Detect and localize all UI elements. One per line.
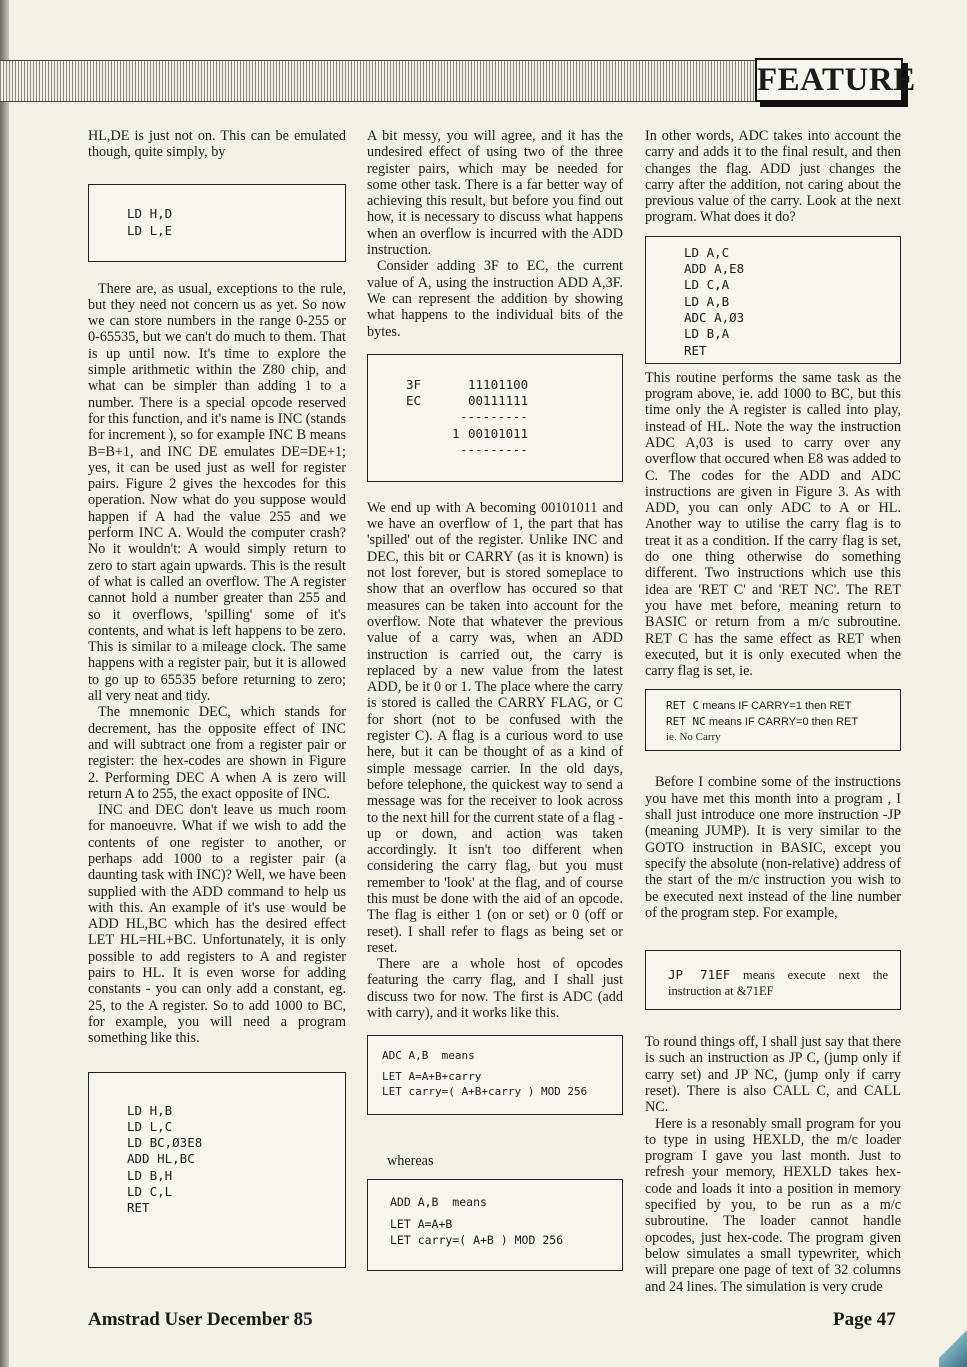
jp-example-box bbox=[645, 950, 901, 1010]
addition-rule: --------- bbox=[460, 409, 528, 425]
code-line: LD L,C bbox=[127, 1118, 173, 1134]
column-1 bbox=[88, 128, 346, 1268]
paragraph: Consider adding 3F to EC, the current value of A, using the instruction ADD A,3F. We can represent the addition by showing what happens to the individual bits of the bytes. bbox=[367, 258, 623, 340]
ret-line bbox=[666, 698, 900, 714]
code-line: LD C,A bbox=[684, 277, 730, 293]
code-line: ADD HL,BC bbox=[127, 1151, 195, 1167]
add-definition-box bbox=[367, 1179, 623, 1271]
paragraph: There are, as usual, exceptions to the rule, but they need not concern us as yet. So now we can store numbers in the range 0-255 or 0-65535, but we can't do much to them. That is up until now. It's time to explore the simple arithmetic within the Z80 chip, and what can be simpler than adding 1 to a number. There is a special opcode reserved for this function, and it's name is INC (stands for increment ), so for example INC B means B=B+1, and INC DE emulates DE=DE+1; yes, it can be used just as well for register pairs. Figure 2 gives the hexcodes for this operation. Now what do you suppose would happen if A had the value 255 and we perform INC A. Would the computer crash? No it wouldn't: A would simply return to zero to start again upwards. This is the result of what is called an overflow. The A register cannot hold a number greater than 255 and so it overflows, 'spilling' some of it's contents, and what is left happens to be zero. This is similar to a mileage clock. The same happens with a register pair, but it is allowed to go up to 65535 before returning to zero; all very neat and tidy. bbox=[88, 280, 346, 705]
code-line: ADD A,E8 bbox=[684, 261, 745, 277]
ret-condition-box bbox=[645, 689, 901, 751]
paragraph: Before I combine some of the instructions you have met this month into a program , I shall just introduce one more instruction -JP (meaning JUMP). It is very similar to the GOTO instruction in BASIC, except you specify the absolute (non-relative) address of the start of the m/c instruction you wish to be executed next instead of the line number of the program step. For example, bbox=[645, 774, 901, 921]
paragraph: HL,DE is just not on. This can be emulated though, quite simply, by bbox=[88, 128, 346, 161]
page-number: Page 47 bbox=[833, 1309, 896, 1330]
code-line: LD B,A bbox=[684, 326, 730, 342]
code-explanation: means IF CARRY=1 then RET bbox=[702, 700, 852, 713]
code-line: LD A,C bbox=[684, 244, 730, 260]
whereas-text: whereas bbox=[387, 1153, 434, 1170]
ret-line bbox=[666, 714, 900, 730]
ret-line: ie. No Carry bbox=[666, 731, 721, 744]
code-line: ADC A,B means bbox=[382, 1049, 475, 1063]
paragraph: There are a whole host of opcodes featuring the carry flag, and I shall just discuss two for now. The first is ADC (add with carry), and it works like this. bbox=[367, 956, 623, 1022]
code-line: LET A=A+B bbox=[390, 1216, 453, 1231]
code-line: RET bbox=[127, 1200, 150, 1216]
code-line: ADC A,Ø3 bbox=[684, 309, 745, 325]
code-token: RET NC bbox=[666, 715, 706, 729]
paragraph: In other words, ADC takes into account the carry and adds it to the final result, and then changes the flag. ADD just changes the carry after the addition, not caring about the previous value of the carry. Look at the next program. What does it do? bbox=[645, 128, 901, 226]
code-line: LD A,B bbox=[684, 293, 730, 309]
code-box bbox=[88, 184, 346, 262]
code-box bbox=[645, 236, 901, 364]
paragraph: We end up with A becoming 00101011 and we have an overflow of 1, the part that has 'spilled' out of the register. Unlike INC and DEC, this bit or CARRY (as it is known) is not lost forever, but is stored someplace to show that an overflow has occured so that measures can be taken into account for the overflow. Note that whatever the previous value of a carry was, when an ADD instruction is carried out, the carry is replaced by a new value from the latest ADD, be it 0 or 1. The place where the carry is stored is called the CARRY FLAG, or C for short (not to be confused with the register C). A flag is a curious word to use here, but it can be thought of as a kind of simple message carrier. In the old days, before telephone, the quickest way to send a message was for the receiver to look across to the next hill for the current state of a flag - up or down, and action was taken accordingly. It isn't too different when considering the carry flag, but you must remember to 'look' at the flag, and of course this must be done with the aid of an opcode. The flag is either 1 (on or set) or 0 (off or reset). I shall refer to flags as being set or reset. bbox=[367, 499, 623, 956]
code-line: ADD A,B means bbox=[390, 1194, 487, 1209]
page-corner-decoration bbox=[939, 1327, 967, 1367]
code-line: LET A=A+B+carry bbox=[382, 1070, 482, 1084]
adc-definition-box bbox=[367, 1035, 623, 1115]
addition-row bbox=[406, 393, 622, 409]
result-bits: 00101011 bbox=[468, 425, 529, 441]
code-line: LET carry=( A+B ) MOD 256 bbox=[390, 1232, 564, 1247]
paragraph: To round things off, I shall just say that there is such an instruction as JP C, (jump only if carry set) and JP NC, (jump only if carry reset). There is also CALL C, and CALL NC. bbox=[645, 1034, 901, 1116]
row-bits: 11101100 bbox=[468, 376, 529, 392]
addition-rule: --------- bbox=[460, 442, 528, 458]
code-token: JP 71EF bbox=[668, 967, 731, 983]
code-line: LD BC,Ø3E8 bbox=[127, 1135, 203, 1151]
code-token: RET C bbox=[666, 699, 700, 713]
column-2 bbox=[367, 128, 623, 1271]
binding-edge bbox=[0, 0, 9, 1367]
code-line: LD H,B bbox=[127, 1102, 173, 1118]
paragraph: This routine performs the same task as the program above, ie. add 1000 to BC, but this time only the A register is called into play, instead of HL. Note the way the instruction ADC A,03 is used to carry over any overflow that occured when E8 was added to C. The codes for the ADD and ADC instructions are given in Figure 3. As with ADD, you can only ADC to A or HL. Another way to utilise the carry flag is to treat it as a condition. If the carry flag is set, do one thing otherwise do something different. Two instructions which use this idea are 'RET C' and 'RET NC'. The RET you have met before, meaning return to BASIC or return from a m/c subroutine. RET C has the same effect as RET when executed, but it is only executed when the carry flag is set, ie. bbox=[645, 369, 901, 680]
section-label: FEATURE bbox=[755, 58, 903, 102]
code-line: LD L,E bbox=[127, 222, 173, 238]
row-label: EC bbox=[406, 393, 422, 409]
code-line: LET carry=( A+B+carry ) MOD 256 bbox=[382, 1085, 588, 1099]
code-line: LD B,H bbox=[127, 1167, 173, 1183]
carry-bit: 1 bbox=[452, 425, 460, 441]
header-hatch-bar bbox=[0, 60, 760, 102]
code-box bbox=[88, 1072, 346, 1268]
code-line: LD H,D bbox=[127, 206, 173, 222]
binary-addition-box bbox=[367, 354, 623, 482]
paragraph: Here is a resonably small program for you to type in using HEXLD, the m/c loader program I gave you last month. Just to refresh your memory, HEXLD takes hex-code and loads it into a position in memory specified by you, to be run as a m/c subroutine. The loader cannot handle opcodes, just hex-code. The program given below simulates a small typewriter, which will prepare one page of text of 32 columns and 24 lines. The simulation is very crude bbox=[645, 1115, 901, 1295]
row-bits: 00111111 bbox=[468, 393, 529, 409]
addition-row bbox=[406, 377, 622, 393]
code-explanation: means IF CARRY=0 then RET bbox=[708, 716, 859, 729]
code-line: LD C,L bbox=[127, 1184, 173, 1200]
paragraph: INC and DEC don't leave us much room for manoeuvre. What if we wish to add the contents of one register to another, or perhaps add 1000 to a register pair (a daunting task with INC)? Well, we have been supplied with the ADD command to help us with this. An example of it's use would be ADD HL,BC which has the desired effect LET HL=HL+BC. Unfortunately, it is only possible to add registers to A and register pairs to HL. It is even worse for adding constants - you can only add a constant, eg. 25, to the A register. So to add 1000 to BC, for example, you will need a program something like this. bbox=[88, 802, 346, 1047]
code-explanation: means execute next the instruction at &71EF bbox=[668, 968, 888, 999]
addition-result-row bbox=[406, 426, 622, 442]
paragraph: The mnemonic DEC, which stands for decrement, has the opposite effect of INC and will subtract one from a register pair or register: the hex-codes are shown in Figure 2. Performing DEC A when A is zero will return A to 255, the exact opposite of INC. bbox=[88, 704, 346, 802]
publication-footer: Amstrad User December 85 bbox=[88, 1309, 313, 1330]
code-line: RET bbox=[684, 342, 707, 358]
row-label: 3F bbox=[406, 376, 422, 392]
paragraph: A bit messy, you will agree, and it has the undesired effect of using two of the three register pairs, which may be needed for some other task. There is a far better way of achieving this result, but before you find out how, it is necessary to discuss what happens when an overflow is incurred with the ADD instruction. bbox=[367, 128, 623, 259]
column-3 bbox=[645, 128, 901, 1295]
